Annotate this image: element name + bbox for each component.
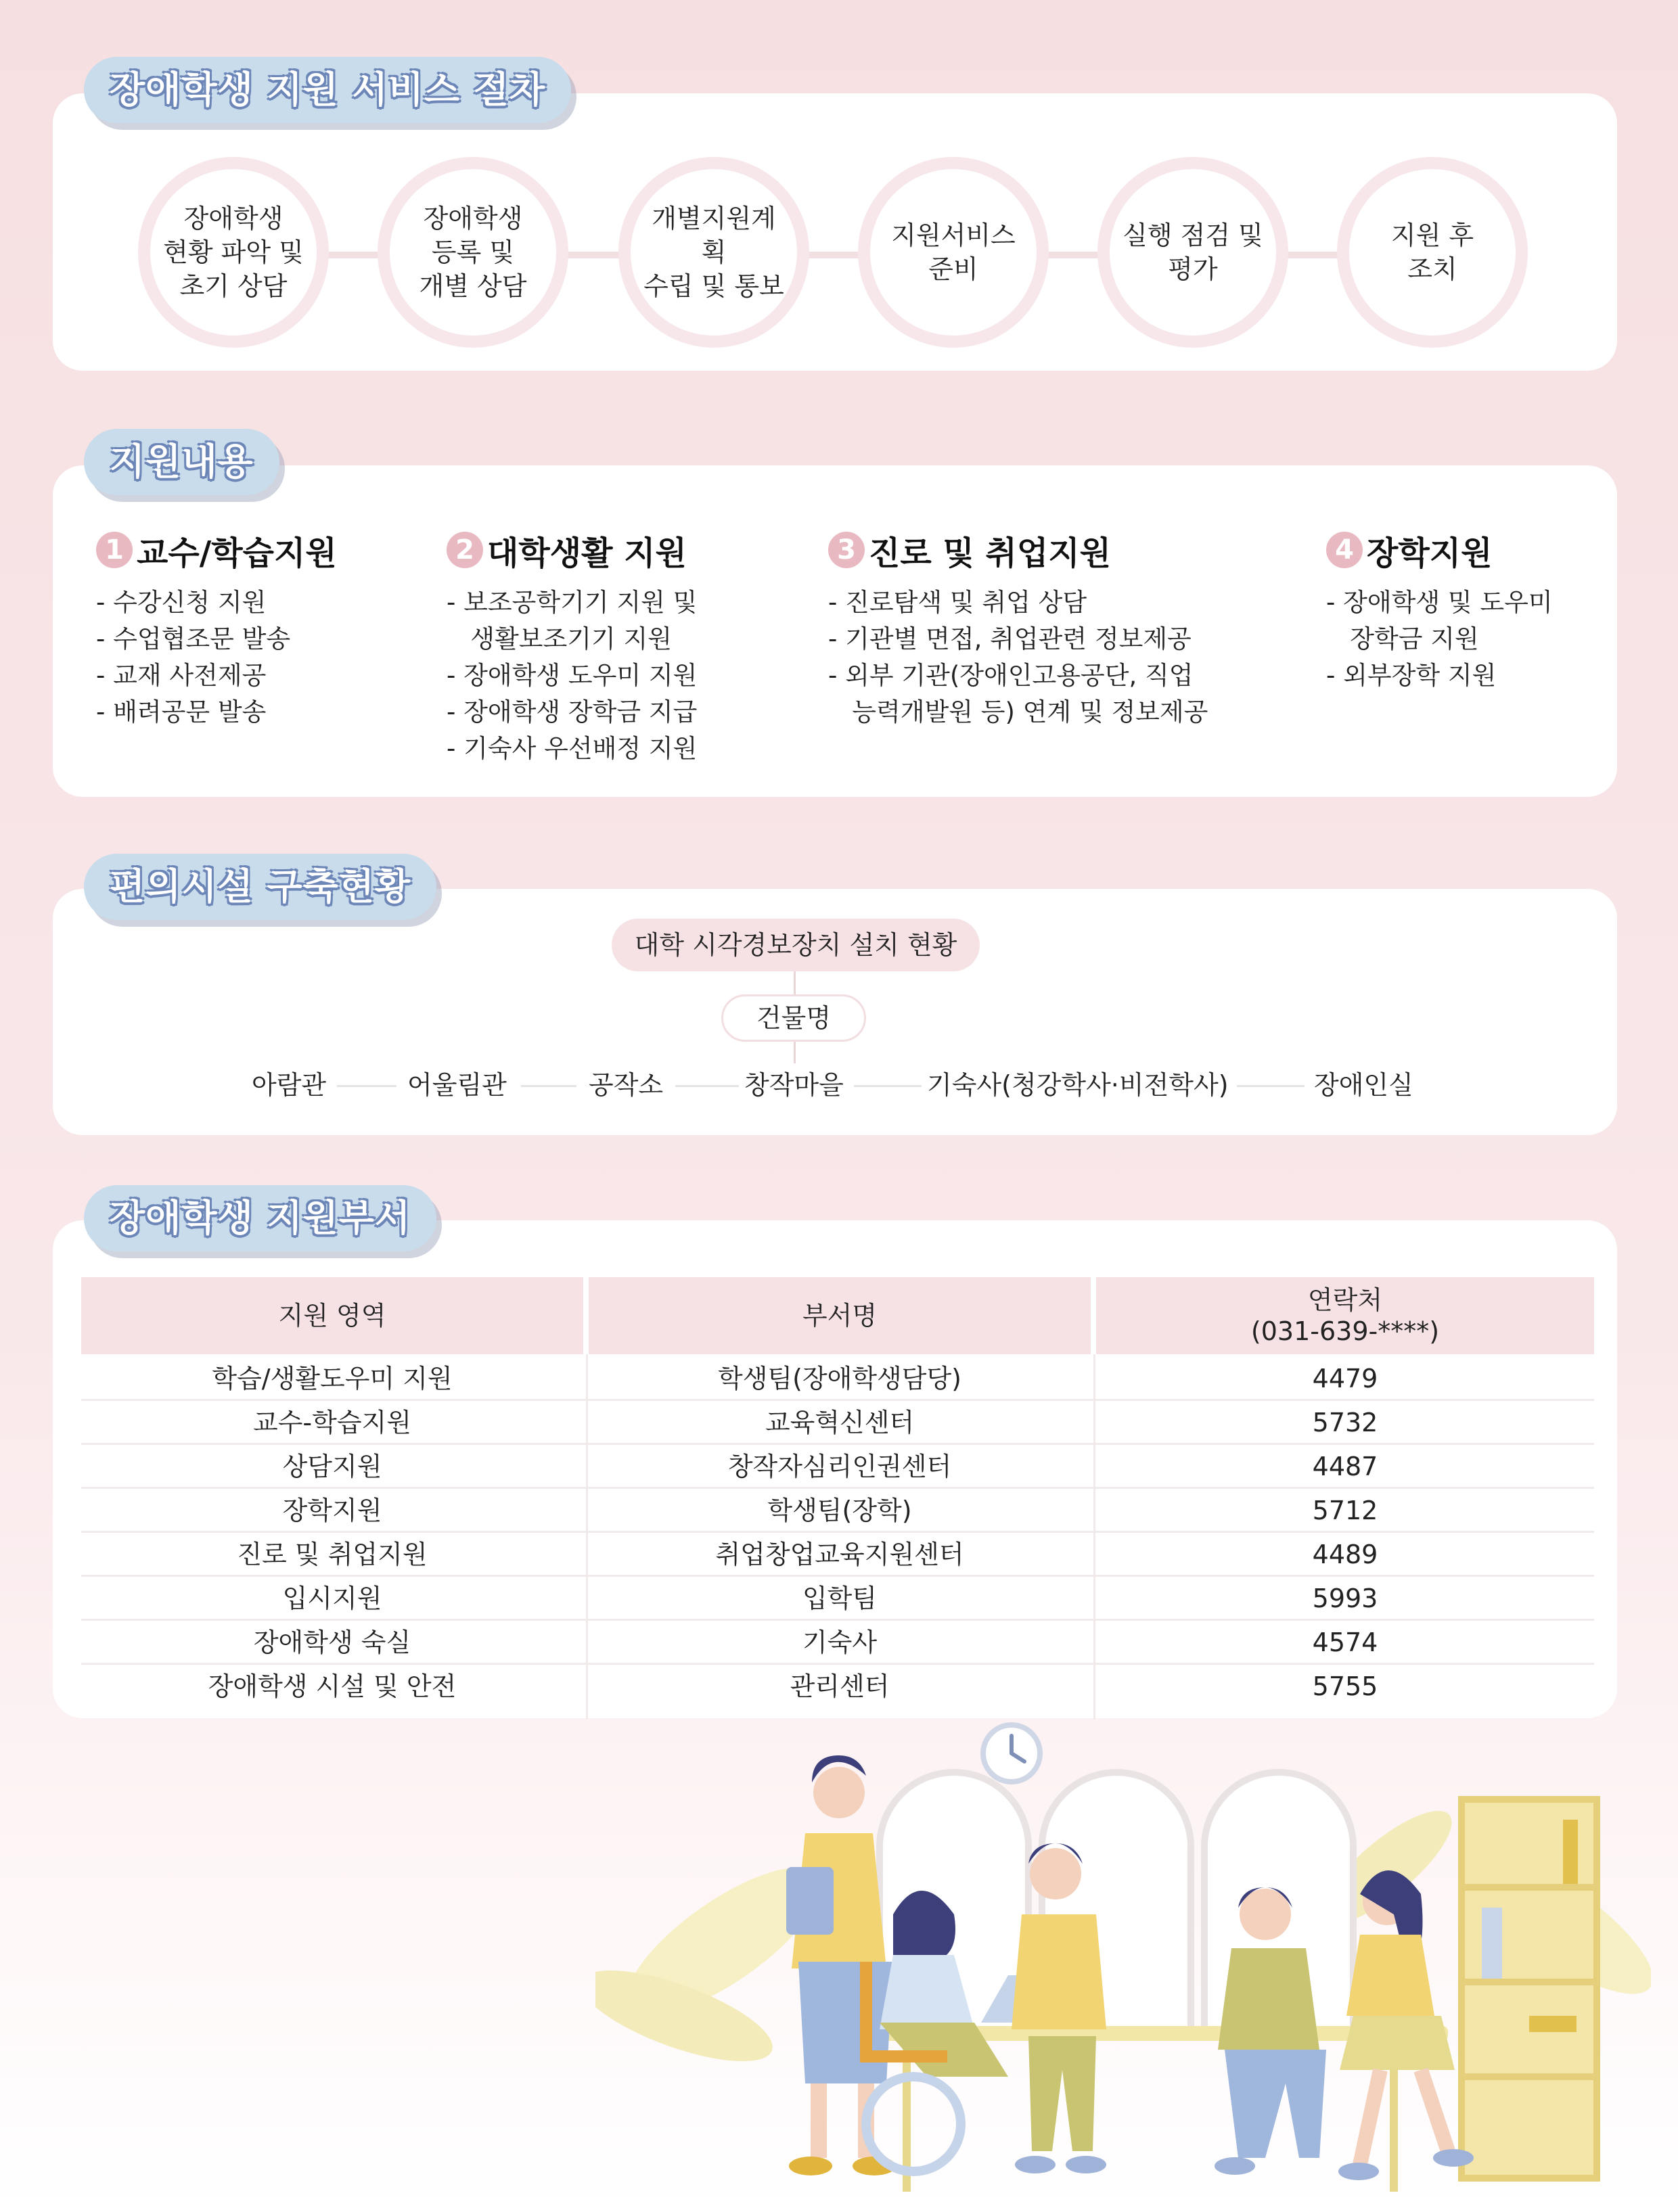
cell-area: 학습/생활도우미 지원 [212, 1364, 453, 1393]
step-6: 지원 후 조치 [1337, 157, 1528, 348]
number-badge: 4 [1326, 532, 1363, 568]
cell-contact: 5712 [1312, 1496, 1378, 1525]
number-badge: 1 [96, 532, 133, 568]
table-row [81, 1665, 1594, 1709]
column-heading: 장학지원 [1367, 534, 1493, 572]
support-column-campus-life [447, 528, 697, 767]
cell-area: 장애학생 시설 및 안전 [208, 1672, 457, 1701]
building-item: 어울림관 [407, 1070, 507, 1100]
list-item: - 장애학생 및 도우미 [1326, 588, 1553, 617]
cell-area: 장애학생 숙실 [253, 1628, 411, 1657]
column-heading: 교수/학습지원 [137, 534, 337, 572]
step-5: 실행 점검 및 평가 [1097, 157, 1288, 348]
cell-area: 진로 및 취업지원 [237, 1540, 428, 1569]
departments-title: 장애학생 지원부서 [84, 1185, 436, 1251]
number-badge: 3 [828, 532, 865, 568]
table-row [81, 1445, 1594, 1489]
list-item: - 수업협조문 발송 [96, 624, 291, 653]
list-item: - 장애학생 도우미 지원 [447, 661, 698, 690]
connector-line [1237, 1085, 1305, 1087]
column-heading: 대학생활 지원 [487, 534, 687, 572]
list-item: - 외부장학 지원 [1326, 661, 1497, 690]
connector-line [675, 1085, 739, 1087]
building-item: 창작마을 [744, 1070, 844, 1100]
cell-department: 관리센터 [790, 1672, 890, 1701]
cell-department: 학생팀(장애학생담당) [717, 1364, 962, 1393]
person-teacher [786, 1755, 896, 2175]
support-column-teaching [96, 528, 337, 731]
support-column-career [828, 528, 1208, 731]
table-header-area: 지원 영역 [81, 1277, 583, 1354]
support-title: 지원내용 [84, 429, 279, 495]
list-item: 생활보조기기 지원 [447, 624, 672, 653]
cell-department: 취업창업교육지원센터 [715, 1540, 964, 1569]
number-badge: 2 [447, 532, 483, 568]
table-row [81, 1401, 1594, 1445]
building-item: 공작소 [589, 1070, 664, 1100]
list-item: - 기관별 면접, 취업관련 정보제공 [828, 624, 1192, 653]
cell-contact: 5993 [1312, 1584, 1378, 1613]
list-item: 장학금 지원 [1326, 624, 1479, 653]
cell-area: 입시지원 [282, 1584, 382, 1613]
cell-department: 학생팀(장학) [767, 1496, 912, 1525]
students-meeting-illustration [595, 1718, 1651, 2205]
cell-contact: 4479 [1312, 1364, 1378, 1393]
cell-department: 입학팀 [802, 1584, 878, 1613]
building-item: 기숙사(청강학사·비전학사) [927, 1070, 1229, 1100]
step-3: 개별지원계획 수립 및 통보 [618, 157, 809, 348]
cell-department: 창작자심리인권센터 [727, 1452, 952, 1481]
step-1: 장애학생 현황 파악 및 초기 상담 [138, 157, 329, 348]
cell-department: 교육혁신센터 [765, 1408, 915, 1437]
connector-line [337, 1085, 396, 1087]
list-item: - 진로탐색 및 취업 상담 [828, 588, 1087, 617]
list-item: - 배려공문 발송 [96, 697, 267, 727]
book [1529, 2016, 1577, 2032]
list-item: 능력개발원 등) 연계 및 정보제공 [828, 697, 1208, 727]
support-column-scholarship [1326, 528, 1553, 694]
connector-line [521, 1085, 576, 1087]
facilities-subtitle: 대학 시각경보장치 설치 현황 [612, 919, 980, 971]
book [1563, 1820, 1578, 1884]
table-row [81, 1489, 1594, 1533]
list-item: - 외부 기관(장애인고용공단, 직업 [828, 661, 1194, 690]
table-header-department: 부서명 [589, 1277, 1091, 1354]
cell-contact: 4489 [1312, 1540, 1378, 1569]
procedure-title: 장애학생 지원 서비스 절차 [84, 57, 571, 123]
list-item: - 교재 사전제공 [96, 661, 267, 690]
list-item: - 보조공학기기 지원 및 [447, 588, 698, 617]
cell-area: 교수-학습지원 [253, 1408, 411, 1437]
table-row [81, 1533, 1594, 1577]
cell-area: 상담지원 [282, 1452, 382, 1481]
cell-department: 기숙사 [802, 1628, 878, 1657]
list-item: - 장애학생 장학금 지급 [447, 697, 698, 727]
table-row [81, 1577, 1594, 1621]
step-2: 장애학생 등록 및 개별 상담 [378, 157, 568, 348]
building-root-label: 건물명 [721, 994, 866, 1042]
list-item: - 수강신청 지원 [96, 588, 267, 617]
building-item: 아람관 [252, 1070, 327, 1100]
cell-contact: 5755 [1312, 1672, 1378, 1701]
connector-line [854, 1085, 922, 1087]
building-item: 장애인실 [1314, 1070, 1413, 1100]
facilities-title: 편의시설 구축현황 [84, 854, 436, 920]
cell-contact: 4574 [1312, 1628, 1378, 1657]
step-4: 지원서비스 준비 [858, 157, 1049, 348]
book [1482, 1908, 1502, 1979]
table-row [81, 1357, 1594, 1401]
cell-area: 장학지원 [282, 1496, 382, 1525]
list-item: - 기숙사 우선배정 지원 [447, 734, 698, 763]
table-header-contact: 연락처 (031-639-****) [1096, 1277, 1594, 1354]
cell-contact: 5732 [1312, 1408, 1378, 1437]
cell-contact: 4487 [1312, 1452, 1378, 1481]
table-row [81, 1621, 1594, 1665]
column-heading: 진로 및 취업지원 [869, 534, 1111, 572]
